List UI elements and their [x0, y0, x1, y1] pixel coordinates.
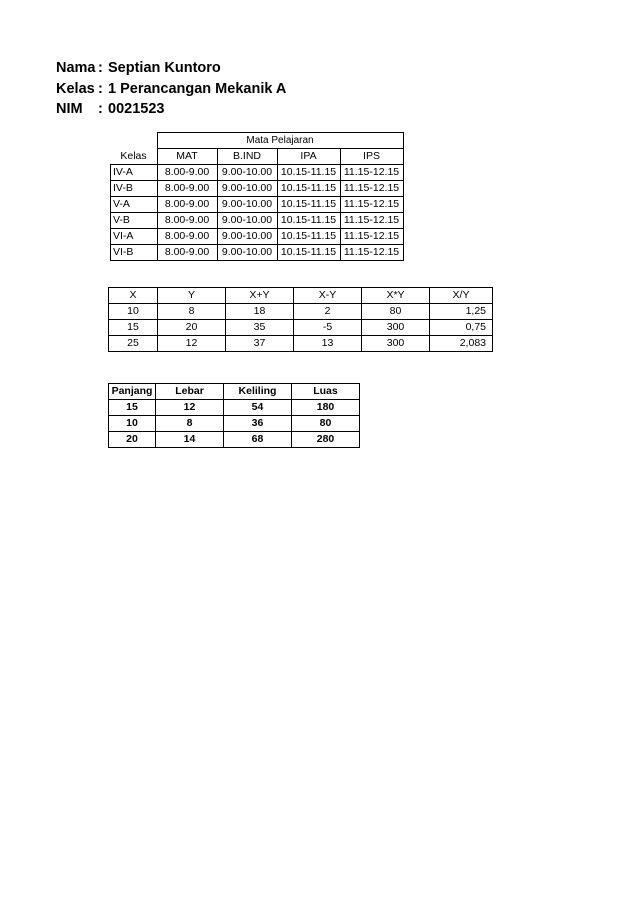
column-header-bind: B.IND	[217, 149, 277, 165]
table-cell: 10	[109, 416, 156, 432]
math-row	[109, 304, 493, 320]
table-cell: 20	[109, 432, 156, 448]
table-cell: 10.15-11.15	[277, 213, 340, 229]
table-cell: 15	[109, 400, 156, 416]
table-cell: 11.15-12.15	[340, 165, 403, 181]
rect-row	[109, 400, 360, 416]
table-cell: 36	[224, 416, 292, 432]
table-cell: 11.15-12.15	[340, 197, 403, 213]
table-cell: 11.15-12.15	[340, 181, 403, 197]
table-cell: 20	[158, 320, 226, 336]
table-cell: 9.00-10.00	[217, 197, 277, 213]
math-table	[108, 287, 493, 352]
table-cell: V-A	[111, 197, 158, 213]
table-cell: 14	[156, 432, 224, 448]
kelas-header: Kelas	[111, 149, 158, 165]
table-cell: IV-B	[111, 181, 158, 197]
column-header-ipa: IPA	[277, 149, 340, 165]
math-header-sum: X+Y	[226, 288, 294, 304]
math-header-quotient: X/Y	[430, 288, 493, 304]
table-cell: 80	[292, 416, 360, 432]
schedule-table	[110, 132, 404, 261]
table-cell: 8	[156, 416, 224, 432]
table-cell: V-B	[111, 213, 158, 229]
table-cell: 9.00-10.00	[217, 165, 277, 181]
column-header-mat: MAT	[157, 149, 217, 165]
math-row	[109, 336, 493, 352]
header-nim-row	[56, 99, 286, 120]
table-cell: 25	[109, 336, 158, 352]
table-cell: 54	[224, 400, 292, 416]
table-cell: 2,083	[430, 336, 493, 352]
table-cell: 10	[109, 304, 158, 320]
table-cell: 10.15-11.15	[277, 181, 340, 197]
math-row	[109, 320, 493, 336]
schedule-row	[111, 165, 404, 181]
math-header-x: X	[109, 288, 158, 304]
table-cell: 68	[224, 432, 292, 448]
table-cell: 12	[156, 400, 224, 416]
math-header-y: Y	[158, 288, 226, 304]
table-cell: IV-A	[111, 165, 158, 181]
table-cell: 35	[226, 320, 294, 336]
table-cell: 8.00-9.00	[157, 197, 217, 213]
rect-header-panjang: Panjang	[109, 384, 156, 400]
table-cell: 37	[226, 336, 294, 352]
table-cell: 8.00-9.00	[157, 229, 217, 245]
rect-row	[109, 432, 360, 448]
table-cell: 15	[109, 320, 158, 336]
table-cell: 8.00-9.00	[157, 165, 217, 181]
table-cell: 8.00-9.00	[157, 245, 217, 261]
table-cell: 10.15-11.15	[277, 245, 340, 261]
nim-label: NIM	[56, 101, 83, 117]
math-body	[109, 304, 493, 352]
table-cell: 300	[362, 336, 430, 352]
schedule-row	[111, 181, 404, 197]
table-cell: 11.15-12.15	[340, 245, 403, 261]
nama-colon: :	[98, 60, 103, 76]
kelas-label: Kelas	[56, 80, 95, 97]
table-cell: VI-A	[111, 229, 158, 245]
nim-value: 0021523	[108, 101, 165, 117]
schedule-row	[111, 245, 404, 261]
table-cell: 11.15-12.15	[340, 213, 403, 229]
rectangle-table	[108, 383, 360, 448]
nama-label: Nama	[56, 60, 96, 76]
table-cell: 8.00-9.00	[157, 213, 217, 229]
table-cell: 12	[158, 336, 226, 352]
table-cell: 280	[292, 432, 360, 448]
math-header-row	[109, 288, 493, 304]
table-cell: 2	[294, 304, 362, 320]
rect-header-lebar: Lebar	[156, 384, 224, 400]
rect-body	[109, 400, 360, 448]
kelas-value: 1 Perancangan Mekanik A	[108, 80, 287, 97]
kelas-colon: :	[98, 80, 103, 97]
table-cell: 300	[362, 320, 430, 336]
header-nama-row	[56, 58, 286, 79]
schedule-row	[111, 229, 404, 245]
header-kelas-row	[56, 79, 286, 100]
table-cell: 8.00-9.00	[157, 181, 217, 197]
rect-header-luas: Luas	[292, 384, 360, 400]
table-cell: 0,75	[430, 320, 493, 336]
math-header-product: X*Y	[362, 288, 430, 304]
rect-header-row	[109, 384, 360, 400]
table-cell: 9.00-10.00	[217, 245, 277, 261]
table-cell: 8	[158, 304, 226, 320]
table-cell: 80	[362, 304, 430, 320]
table-cell: 9.00-10.00	[217, 229, 277, 245]
student-header	[56, 58, 286, 120]
schedule-body	[111, 165, 404, 261]
table-cell: 10.15-11.15	[277, 165, 340, 181]
table-cell: 11.15-12.15	[340, 229, 403, 245]
schedule-corner-cell	[111, 133, 158, 149]
mata-pelajaran-header: Mata Pelajaran	[157, 133, 403, 149]
table-cell: 10.15-11.15	[277, 229, 340, 245]
rect-row	[109, 416, 360, 432]
table-cell: -5	[294, 320, 362, 336]
table-cell: 9.00-10.00	[217, 213, 277, 229]
table-cell: 13	[294, 336, 362, 352]
table-cell: 10.15-11.15	[277, 197, 340, 213]
table-cell: 180	[292, 400, 360, 416]
table-cell: VI-B	[111, 245, 158, 261]
schedule-group-header-row	[111, 133, 404, 149]
nama-value: Septian Kuntoro	[108, 60, 221, 76]
table-cell: 18	[226, 304, 294, 320]
column-header-ips: IPS	[340, 149, 403, 165]
rect-header-keliling: Keliling	[224, 384, 292, 400]
table-cell: 1,25	[430, 304, 493, 320]
math-header-difference: X-Y	[294, 288, 362, 304]
table-cell: 9.00-10.00	[217, 181, 277, 197]
schedule-row	[111, 197, 404, 213]
nim-colon: :	[98, 101, 103, 117]
schedule-row	[111, 213, 404, 229]
schedule-column-header-row	[111, 149, 404, 165]
